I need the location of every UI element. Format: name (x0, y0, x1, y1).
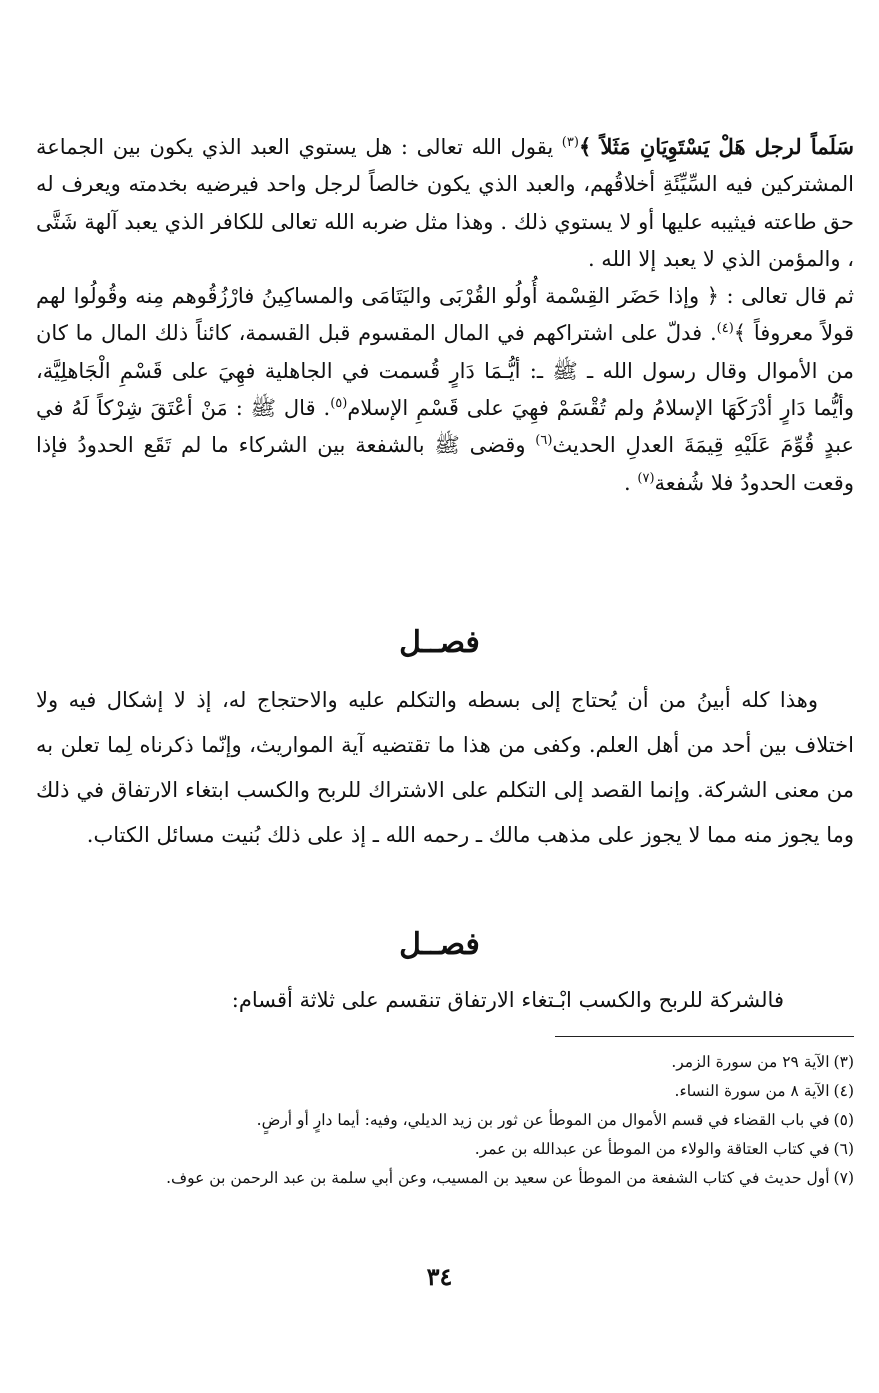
footnote (30, 1077, 854, 1106)
footnote-text: أول حديث في كتاب الشفعة من الموطأ عن سعيد بن المسيب، وعن أبي سلمة بن عبد الرحمن بن عوف. (166, 1169, 830, 1187)
footnote (30, 1048, 854, 1077)
quran-quote: سَلَماً لرجل هَلْ يَسْتَوِيَانِ مَثَلاً ﴾ (578, 134, 855, 159)
paragraph-text: وهذا كله أبينُ من أن يُحتاج إلى بسطه والتكلم عليه والاحتجاج له، إذ لا إشكال فيه ولا اختلاف بين أحد من أهل العلم. وكفى من هذا ما تقتضيه آية المواريث، وإنّما ذكرناه لِما تعلن به من معنى الشركة. وإنما القصد إلى التكلم على الاشتراك للربح والكسب ابتغاء الارتفاق في ذلك وما يجوز منه مما لا يجوز على مذهب مالك ـ رحمه الله ـ إذ على ذلك بُنيت مسائل الكتاب. (36, 688, 854, 847)
footnote (30, 1164, 854, 1193)
footnote-ref-7: (٧) (637, 470, 655, 486)
footnote-ref-6: (٦) (535, 433, 553, 449)
paragraph-text: يقول الله تعالى : هل يستوي العبد الذي يكون بين الجماعة المشتركين فيه السِّيِّئَةِ أخلاقُهم، والعبد الذي يكون خالصاً لرجل واحد فيرضيه بخدمته ويعرف له حق طاعته فيثيبه عليها أو لا يستوي ذلك . وهذا مثل ضربه الله تعالى للكافر الذي يعبد آلهة شَتَّى ، والمؤمن الذي لا يعبد إلا الله . (36, 135, 854, 271)
page-number: ٣٤ (426, 1262, 453, 1291)
footnote-ref-4: (٤) (716, 321, 734, 337)
footnote-ref-5: (٥) (330, 396, 348, 412)
paragraph-text: وقضى ﷺ بالشفعة بين الشركاء ما لم تَقَع الحدودُ فإذا وقعت الحدودُ فلا شُفعة (36, 433, 854, 495)
paragraph-text: ثم قال تعالى : ﴿ وإذا حَضَر القِسْمة أُولُو القُرْبَى واليَتَامَى والمساكِينُ فارْزُقُوهم مِنه وقُولُوا لهم قولاً معروفاً ﴾ (36, 284, 854, 346)
paragraph-text: . (624, 470, 638, 495)
section-heading: فصــل (399, 927, 480, 962)
footnote-number: (٤) (833, 1082, 854, 1100)
footnote-number: (٣) (833, 1053, 854, 1071)
footnote-text: الآية ٨ من سورة النساء. (674, 1082, 830, 1100)
footnote-divider (555, 1036, 854, 1037)
paragraph-3 (36, 980, 854, 1020)
footnote-number: (٥) (833, 1111, 854, 1129)
footnote-text: في كتاب العتاقة والولاء من الموطأ عن عبدالله بن عمر. (474, 1140, 830, 1158)
footnote-number: (٧) (833, 1169, 854, 1187)
footnote (30, 1135, 854, 1164)
paragraph-1b (36, 278, 854, 502)
paragraph-text: فالشركة للربح والكسب ابْـتغاء الارتفاق تنقسم على ثلاثة أقسام: (231, 988, 784, 1012)
footnote-number: (٦) (833, 1140, 854, 1158)
footnote-text: الآية ٢٩ من سورة الزمر. (671, 1053, 830, 1071)
footnotes (30, 1048, 854, 1193)
paragraph-2 (36, 678, 854, 858)
main-paragraph (36, 128, 854, 502)
footnote (30, 1106, 854, 1135)
footnote-text: في باب القضاء في قسم الأموال من الموطأ عن ثور بن زيد الديلي، وفيه: أيما دارٍ أو أرضٍ. (256, 1111, 830, 1129)
paragraph-text: . فدلّ على اشتراكهم في المال المقسوم قبل القسمة، كائناً ذلك المال ما كان من الأموال وقال رسول الله ـ ﷺ ـ: أيُّـمَا دَارٍ قُسمت في الجاهلية فهِيَ على قَسْمِ الْجَاهلِيَّة، وأيُّما دَارٍ أدْرَكَهَا الإسلامُ ولم تُقْسَمْ فهِيَ على قَسْمِ الإسلام (36, 321, 854, 421)
paragraph-text: . قال ﷺ : مَنْ أعْتَقَ شِرْكاً لَهُ في عبدٍ قُوِّمَ عَلَيْهِ قِيمَةَ العدلِ الحديث (36, 396, 854, 458)
section-heading: فصــل (399, 625, 480, 660)
footnote-ref-3: (٣) (561, 135, 579, 150)
paragraph-1 (36, 128, 854, 278)
